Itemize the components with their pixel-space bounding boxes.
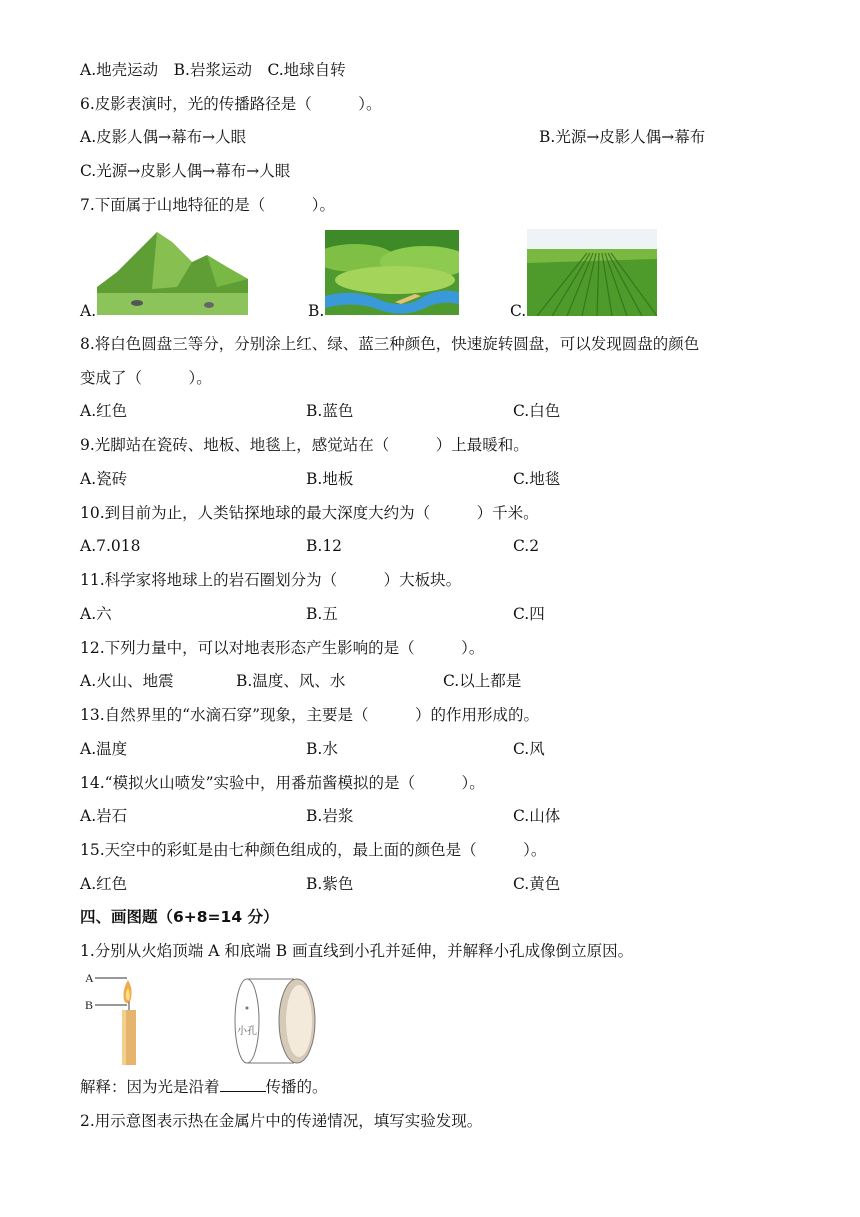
q14-option-c: C.山体 — [513, 807, 561, 825]
q12-text: 12.下列力量中，可以对地表形态产生影响的是（ ）。 — [80, 639, 485, 657]
farmland-image — [527, 229, 657, 316]
q10-option-b: B.12 — [306, 537, 343, 555]
q7-text: 7.下面属于山地特征的是（ ）。 — [80, 196, 336, 214]
q9-option-a: A.瓷砖 — [80, 470, 128, 488]
river-plain-image — [325, 230, 459, 315]
q11-option-c: C.四 — [513, 605, 545, 623]
pinhole-label: 小孔 — [237, 1026, 257, 1037]
q9-option-c: C.地毯 — [513, 470, 561, 488]
q6-option-a: A.皮影人偶→幕布→人眼 — [80, 128, 247, 146]
q10-option-a: A.7.018 — [80, 537, 141, 555]
q15-text: 15.天空中的彩虹是由七种颜色组成的，最上面的颜色是（ ）。 — [80, 841, 547, 859]
drawing-q2-text: 2.用示意图表示热在金属片中的传递情况，填写实验发现。 — [80, 1112, 483, 1130]
q7-option-b: B. — [308, 302, 325, 320]
q9-option-b: B.地板 — [306, 470, 354, 488]
q12-option-b: B.温度、风、水 — [236, 672, 346, 690]
q8-option-b: B.蓝色 — [306, 402, 354, 420]
candle-figure — [82, 972, 142, 1067]
q8-text-line2: 变成了（ ）。 — [80, 369, 212, 387]
q6-text: 6.皮影表演时，光的传播路径是（ ）。 — [80, 95, 382, 113]
q9-text: 9.光脚站在瓷砖、地板、地毯上，感觉站在（ ）上最暖和。 — [80, 436, 529, 454]
label-a: A — [85, 972, 94, 985]
q6-option-c: C.光源→皮影人偶→幕布→人眼 — [80, 162, 291, 180]
q14-option-b: B.岩浆 — [306, 807, 354, 825]
explain-prefix: 解释：因为光是沿着 — [80, 1078, 220, 1096]
q8-option-a: A.红色 — [80, 402, 128, 420]
pinhole-camera-figure — [229, 976, 319, 1066]
q12-option-a: A.火山、地震 — [80, 672, 174, 690]
q7-option-a: A. — [80, 302, 97, 320]
q11-text: 11.科学家将地球上的岩石圈划分为（ ）大板块。 — [80, 571, 462, 589]
q10-option-c: C.2 — [513, 537, 540, 555]
q8-option-c: C.白色 — [513, 402, 561, 420]
q7-option-c: C. — [510, 302, 527, 320]
answer-blank[interactable] — [220, 1077, 266, 1092]
q15-option-c: C.黄色 — [513, 875, 561, 893]
label-b: B — [85, 998, 94, 1012]
q15-option-a: A.红色 — [80, 875, 128, 893]
q11-option-a: A.六 — [80, 605, 112, 623]
q8-text-line1: 8.将白色圆盘三等分，分别涂上红、绿、蓝三种颜色，快速旋转圆盘，可以发现圆盘的颜色 — [80, 335, 700, 353]
explain-suffix: 传播的。 — [265, 1078, 328, 1096]
q14-text: 14.“模拟火山喷发”实验中，用番茄酱模拟的是（ ）。 — [80, 774, 485, 792]
explain-line — [80, 1077, 328, 1097]
q12-option-c: C.以上都是 — [443, 672, 522, 690]
q13-text: 13.自然界里的“水滴石穿”现象，主要是（ ）的作用形成的。 — [80, 706, 540, 724]
q13-option-a: A.温度 — [80, 740, 128, 758]
q13-option-b: B.水 — [306, 740, 338, 758]
q13-option-c: C.风 — [513, 740, 545, 758]
q10-text: 10.到目前为止，人类钻探地球的最大深度大约为（ ）千米。 — [80, 504, 539, 522]
q14-option-a: A.岩石 — [80, 807, 128, 825]
q15-option-b: B.紫色 — [306, 875, 354, 893]
drawing-q1-text: 1.分别从火焰顶端 A 和底端 B 画直线到小孔并延伸，并解释小孔成像倒立原因。 — [80, 942, 634, 960]
q6-option-b: B.光源→皮影人偶→幕布 — [539, 128, 706, 146]
section-heading: 四、画图题（6+8=14 分） — [80, 908, 279, 926]
mountain-image — [97, 227, 248, 315]
q5-options: A.地壳运动 B.岩浆运动 C.地球自转 — [80, 61, 346, 79]
q11-option-b: B.五 — [306, 605, 338, 623]
